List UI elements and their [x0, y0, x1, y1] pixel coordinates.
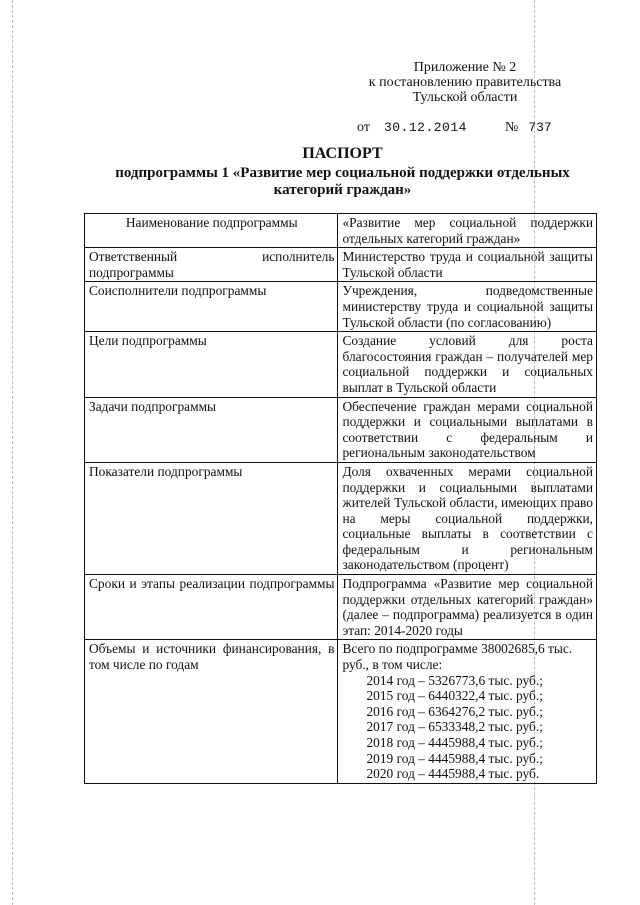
row-value: Обеспечение граждан мерами социальной поддержки и социальными выплатами в соответствии с федеральным и региональным законодательством — [338, 397, 597, 462]
row-label: Показатели подпрограммы — [85, 462, 338, 574]
table-row — [85, 332, 597, 397]
passport-table — [84, 213, 597, 784]
table-row — [85, 575, 597, 640]
row-value: «Развитие мер социальной поддержки отдельных категорий граждан» — [338, 214, 597, 248]
row-value: Министерство труда и социальной защиты Тульской области — [338, 248, 597, 282]
funding-year: 2016 год – 6364276,2 тыс. руб.; — [366, 703, 543, 719]
order-from-label: от — [357, 120, 370, 135]
appendix-number: Приложение № 2 — [413, 60, 517, 75]
row-label: Наименование подпрограммы — [85, 214, 338, 248]
funding-year: 2014 год – 5326773,6 тыс. руб.; — [366, 672, 543, 688]
appendix-header — [355, 60, 575, 105]
appendix-resolution: к постановлению правительства — [368, 75, 562, 90]
order-number-label: № — [504, 120, 519, 135]
order-line — [357, 120, 597, 136]
row-value: Учреждения, подведомственные министерству труда и социальной защиты Тульской области (по согласованию) — [338, 282, 597, 332]
scan-artifact-line — [12, 0, 13, 905]
row-value: Создание условий для роста благосостояния граждан – получателей мер социальной поддержки и социальных выплат в Тульской области — [338, 332, 597, 397]
funding-year: 2018 год – 4445988,4 тыс. руб.; — [366, 735, 543, 750]
row-label: Цели подпрограммы — [85, 332, 338, 397]
funding-year: 2017 год – 6533348,2 тыс. руб.; — [366, 719, 543, 735]
row-label: Задачи подпрограммы — [85, 397, 338, 462]
table-row — [85, 282, 597, 332]
title-subtitle: подпрограммы 1 «Развитие мер социальной поддержки отдельных категорий граждан» — [115, 165, 570, 198]
row-label: Сроки и этапы реализации подпрограммы — [85, 575, 338, 640]
funding-year: 2020 год – 4445988,4 тыс. руб. — [366, 766, 540, 782]
appendix-region: Тульской области — [412, 90, 518, 105]
document-title — [80, 145, 605, 199]
table-row — [85, 214, 597, 248]
funding-year: 2015 год – 6440322,4 тыс. руб.; — [366, 688, 543, 704]
funding-year: 2019 год – 4445988,4 тыс. руб.; — [366, 750, 543, 766]
funding-label: Объемы и источники финансирования, в том числе по годам — [85, 640, 338, 783]
title-main: ПАСПОРТ — [302, 145, 383, 162]
table-row — [85, 397, 597, 462]
table-row-funding — [85, 640, 597, 783]
row-value: Подпрограмма «Развитие мер социальной поддержки отдельных категорий граждан» (далее – подпрограмма) реализуется в один этап: 2014-2020 годы — [338, 575, 597, 640]
row-label: Соисполнители подпрограммы — [85, 282, 338, 332]
row-label: Ответственный исполнитель подпрограммы — [85, 248, 338, 282]
funding-value — [338, 640, 597, 783]
table-row — [85, 462, 597, 574]
funding-total: Всего по подпрограмме 38002685,6 тыс. руб., в том числе: — [342, 641, 573, 673]
order-number: 737 — [528, 120, 552, 135]
table-row — [85, 248, 597, 282]
order-date: 30.12.2014 — [383, 120, 467, 135]
row-value: Доля охваченных мерами социальной поддержки и социальными выплатами жителей Тульской области, имеющих право на меры социальной поддержки, социальные выплаты в соответствии с федеральным и региональным законодательством (процент) — [338, 462, 597, 574]
